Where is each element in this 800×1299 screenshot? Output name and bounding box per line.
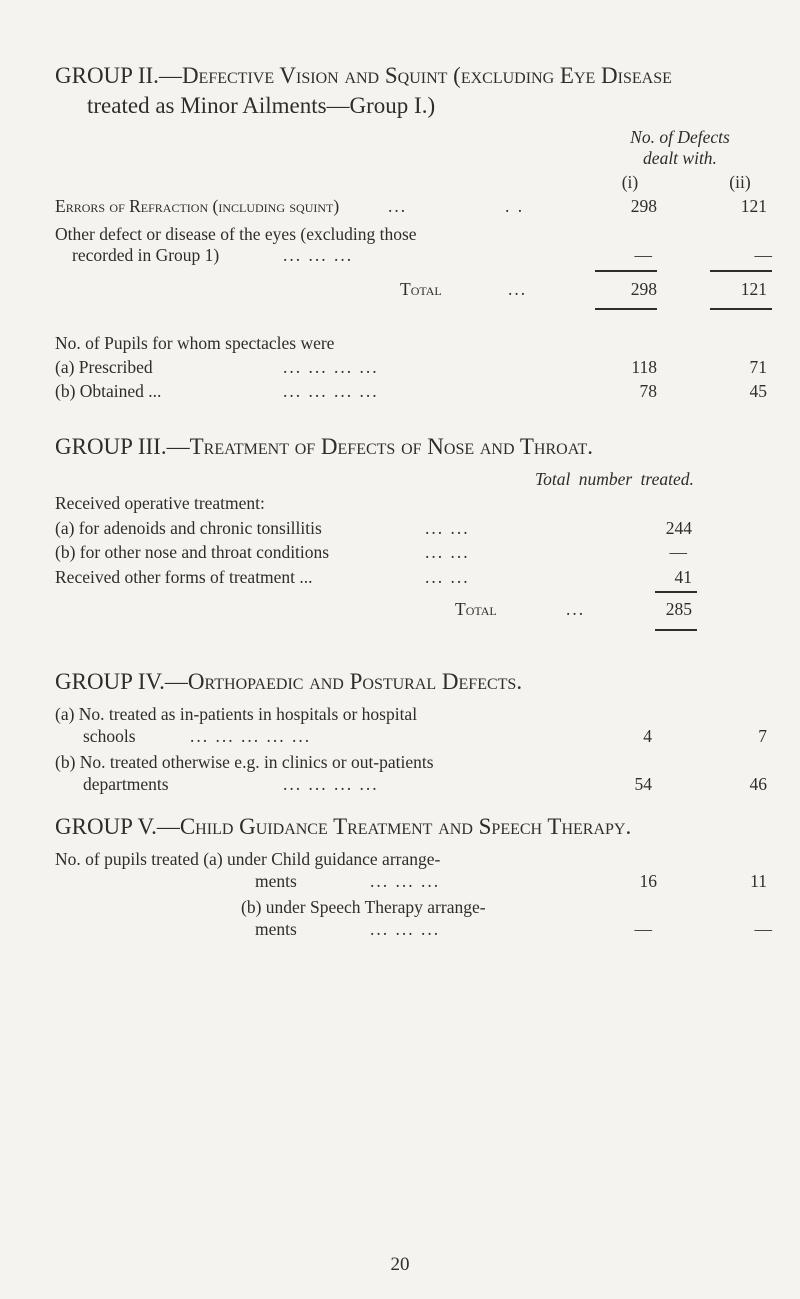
group2-total-rule-bottom-ii [710,308,772,310]
group2-prescribed-ii: 71 [749,357,767,377]
group2-row-other-dots: ... ... ... [283,245,354,265]
group2-prescribed-label: (a) Prescribed [55,357,153,377]
group3-other-conditions-value: — [669,542,687,562]
group2-total-dots: ... [508,279,528,299]
group2-row-refraction-label: Errors of Refraction (including squint) [55,196,340,216]
group5-child-guidance-i: 16 [639,871,657,891]
group4-otherwise-i: 54 [634,774,652,794]
group3-other-treatment-label: Received other forms of treatment ... [55,567,313,587]
group5-speech-therapy-ii: — [754,919,772,939]
group2-obtained-dots: ... ... ... ... [283,381,379,401]
group2-obtained-label: (b) Obtained ... [55,381,162,401]
group2-col-caption-2: dealt with. [643,148,717,168]
group3-col-caption: Total number treated. [535,469,694,489]
group4-otherwise-dots: ... ... ... ... [283,774,379,794]
group2-total-ii: 121 [740,279,767,299]
group3-adenoids-dots: ... ... [425,518,470,538]
group2-heading: GROUP II.—Defective Vision and Squint (excluding Eye Disease [55,63,672,88]
group2-total-i: 298 [630,279,657,299]
group3-total-dots: ... [566,599,586,619]
group2-row-refraction-i: 298 [630,196,657,216]
group5-speech-therapy-i: — [634,919,652,939]
group5-speech-therapy-label-1: (b) under Speech Therapy arrange- [241,897,486,917]
group3-other-treatment-value: 41 [674,567,692,587]
group2-row-other-i: — [634,245,652,265]
group3-adenoids-label: (a) for adenoids and chronic tonsillitis [55,518,322,538]
group4-inpatients-dots: ... ... ... ... ... [190,726,312,746]
group2-total-rule-top-ii [710,270,772,272]
group2-heading-line2: treated as Minor Ailments—Group I.) [87,93,436,118]
group3-total-rule-bottom [655,629,697,631]
group4-otherwise-label-1: (b) No. treated otherwise e.g. in clinics or out-patients [55,752,434,772]
group4-otherwise-ii: 46 [749,774,767,794]
page-number: 20 [390,1254,410,1275]
group4-otherwise-label-2: departments [83,774,169,794]
group2-col-i-header: (i) [621,172,639,192]
group2-total-rule-bottom-i [595,308,657,310]
group4-inpatients-label-2: schools [83,726,136,746]
group3-total-label: Total [455,599,497,619]
group2-row-other-label-1: Other defect or disease of the eyes (excluding those [55,224,417,244]
group5-speech-therapy-label-2: ments [255,919,297,939]
group2-row-refraction-ii: 121 [740,196,767,216]
group3-received-label: Received operative treatment: [55,493,265,513]
group2-obtained-ii: 45 [749,381,767,401]
group2-total-label: Total [400,279,442,299]
group3-other-treatment-dots: ... ... [425,567,470,587]
group2-col-ii-header: (ii) [729,172,751,192]
group3-total-value: 285 [665,599,692,619]
group3-other-conditions-label: (b) for other nose and throat conditions [55,542,330,562]
group3-adenoids-value: 244 [665,518,692,538]
group2-row-other-label-2: recorded in Group 1) [72,245,220,265]
group4-inpatients-label-1: (a) No. treated as in-patients in hospitals or hospital [55,704,418,724]
group4-heading: GROUP IV.—Orthopaedic and Postural Defects. [55,669,523,694]
group2-spectacles-label: No. of Pupils for whom spectacles were [55,333,335,353]
group2-row-other-ii: — [754,245,772,265]
group3-total-rule-top [655,591,697,593]
group2-row-refraction-dots2: . . [505,196,525,216]
group4-inpatients-i: 4 [643,726,652,746]
group3-heading: GROUP III.—Treatment of Defects of Nose and Throat. [55,434,593,459]
group2-row-refraction-dots: ... [388,196,408,216]
group2-total-rule-top-i [595,270,657,272]
group5-child-guidance-label-2: ments [255,871,297,891]
group5-heading: GROUP V.—Child Guidance Treatment and Speech Therapy. [55,814,632,839]
group2-prescribed-i: 118 [631,357,657,377]
group2-prescribed-dots: ... ... ... ... [283,357,379,377]
group5-speech-therapy-dots: ... ... ... [370,919,441,939]
group3-other-conditions-dots: ... ... [425,542,470,562]
group5-child-guidance-dots: ... ... ... [370,871,441,891]
group2-obtained-i: 78 [639,381,657,401]
group5-child-guidance-label-1: No. of pupils treated (a) under Child guidance arrange- [55,849,441,869]
group2-col-caption-1: No. of Defects [630,127,730,147]
group4-inpatients-ii: 7 [758,726,767,746]
group5-child-guidance-ii: 11 [750,871,767,891]
